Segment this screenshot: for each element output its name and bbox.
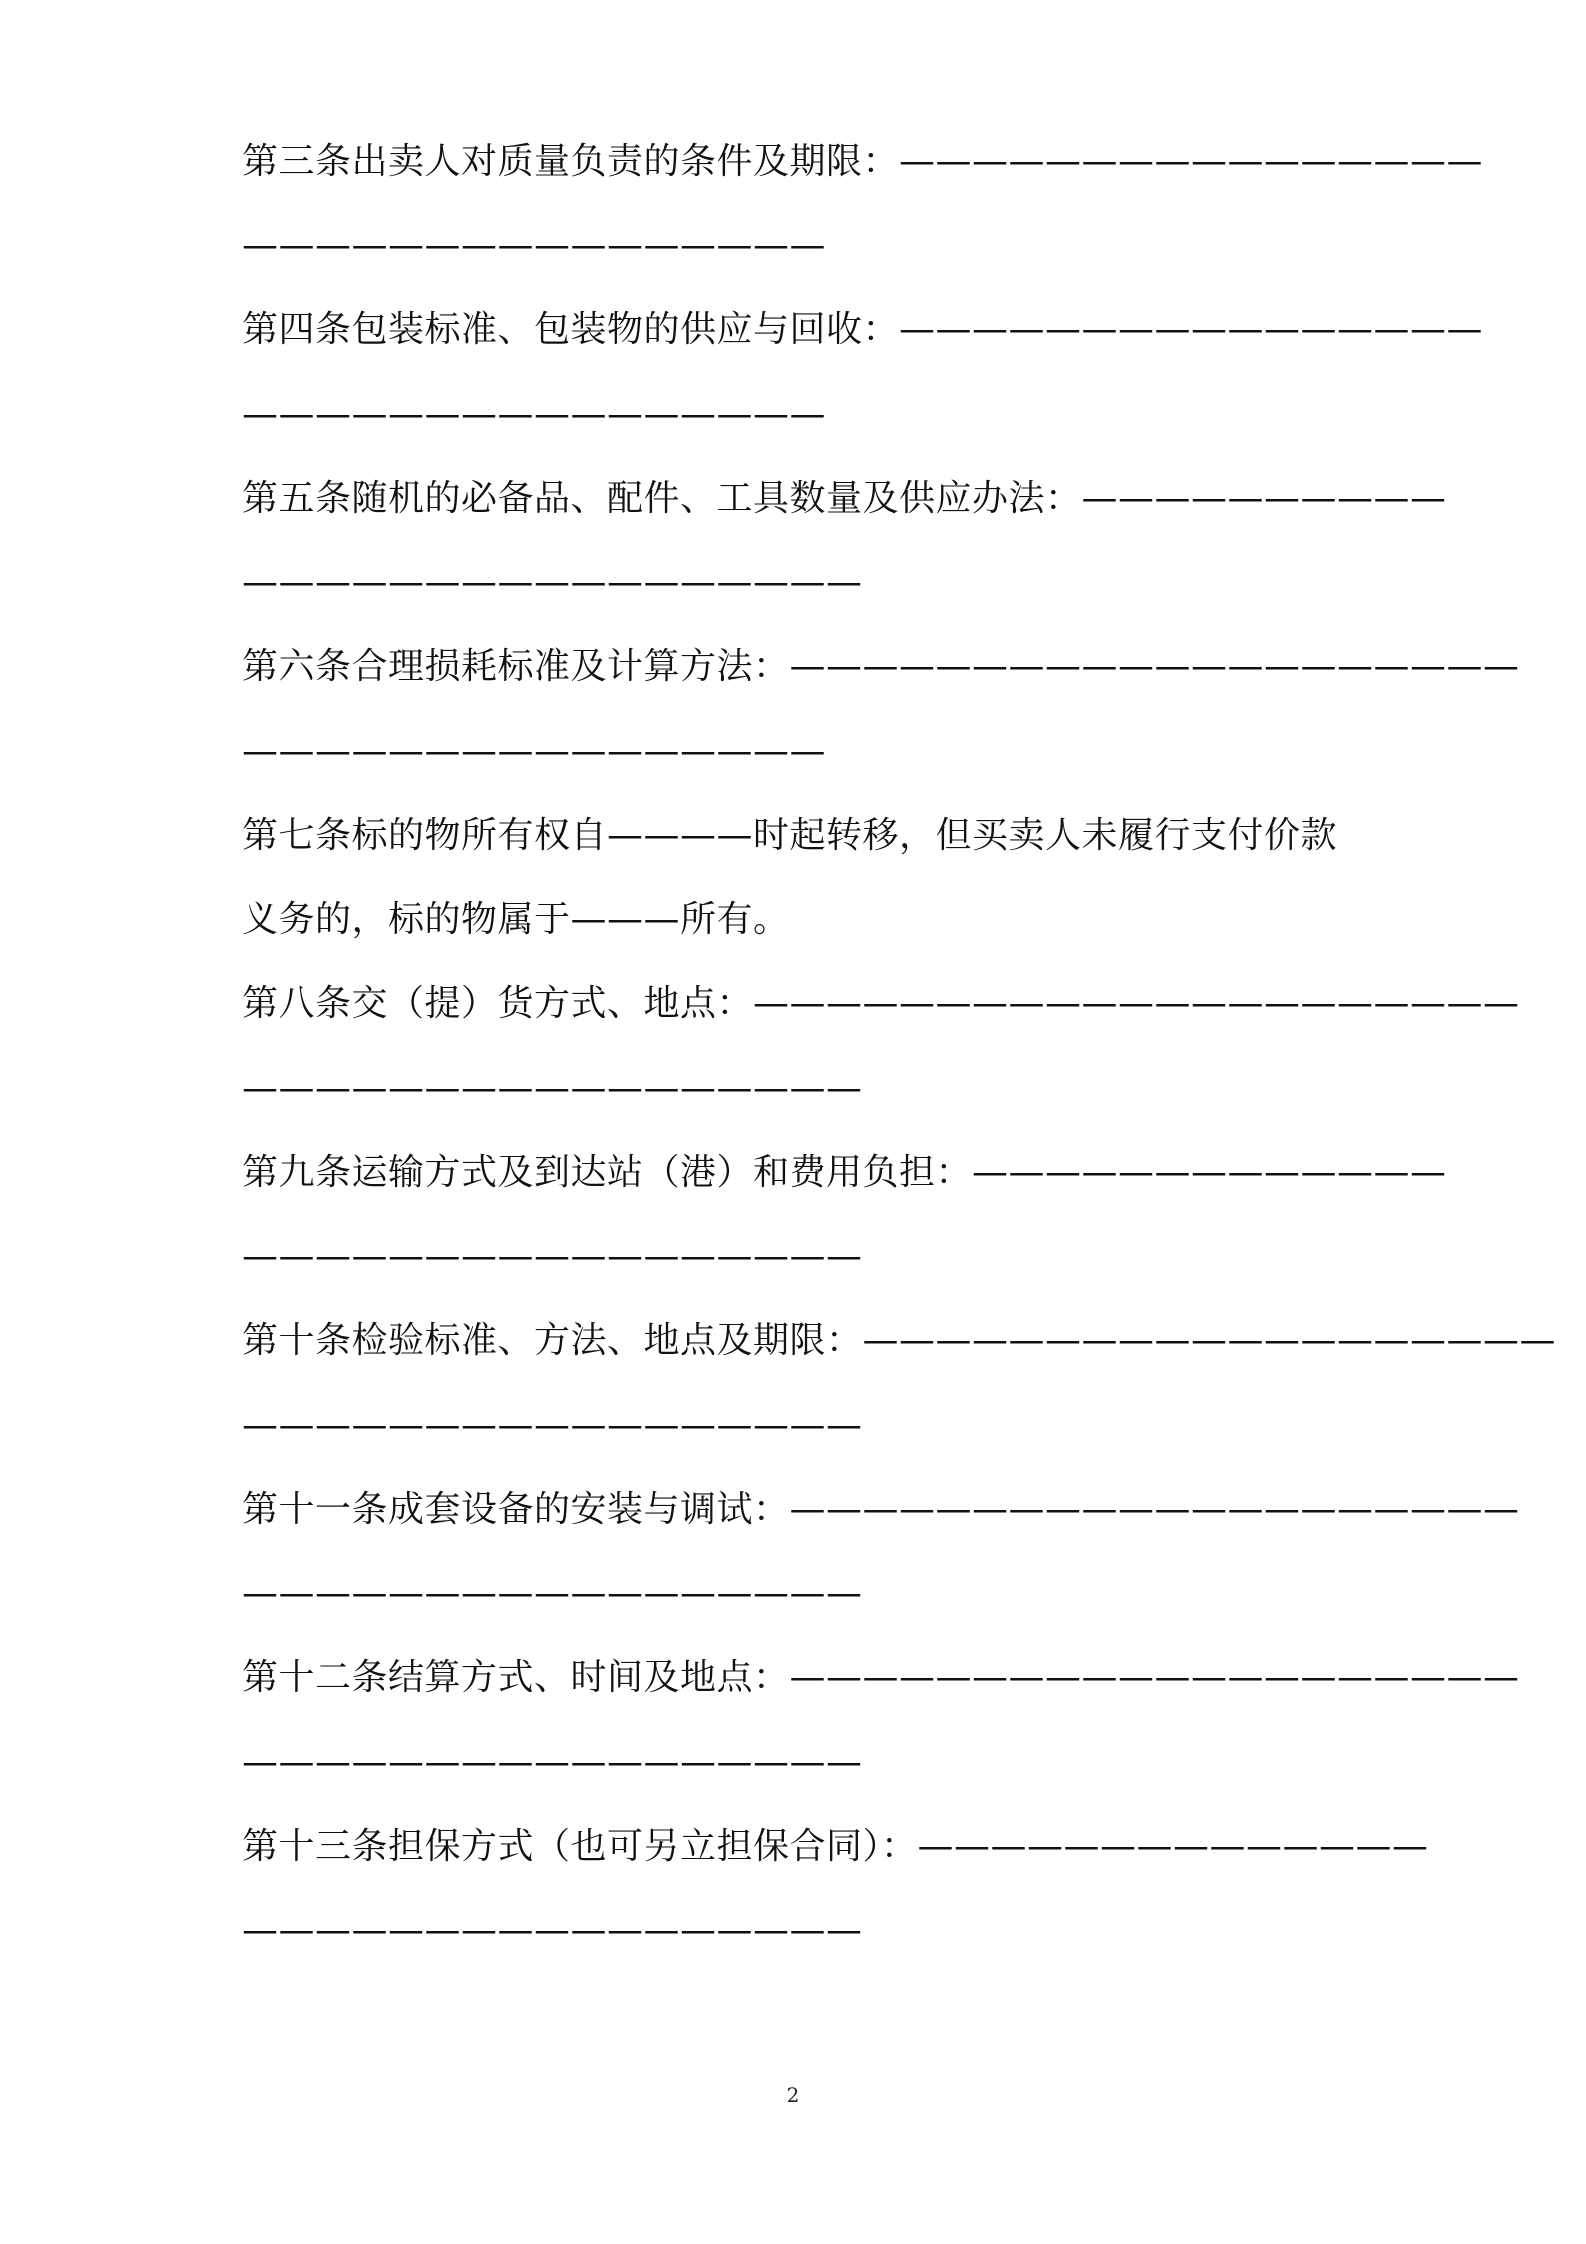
clause-4-line-2: ———————————————— (242, 394, 826, 435)
clause-6-line-2: ———————————————— (242, 731, 826, 772)
clause-9-line-1: 第九条运输方式及到达站（港）和费用负担：————————————— (242, 1152, 1447, 1193)
clause-7-line-2: 义务的，标的物属于———所有。 (242, 899, 790, 940)
clause-7-line-1: 第七条标的物所有权自————时起转移，但买卖人未履行支付价款 (242, 815, 1338, 856)
page-number: 2 (786, 2083, 800, 2107)
clause-13-line-2: ————————————————— (242, 1910, 863, 1951)
clause-3-line-1: 第三条出卖人对质量负责的条件及期限：———————————————— (242, 141, 1484, 182)
clause-11-line-1: 第十一条成套设备的安装与调试：———————————————————— (242, 1489, 1520, 1530)
clause-10-line-2: ————————————————— (242, 1405, 863, 1446)
clause-3-line-2: ———————————————— (242, 225, 826, 266)
clause-9-line-2: ————————————————— (242, 1236, 863, 1277)
clause-8-line-2: ————————————————— (242, 1068, 863, 1109)
clause-5-line-1: 第五条随机的必备品、配件、工具数量及供应办法：—————————— (242, 478, 1447, 519)
clause-4-line-1: 第四条包装标准、包装物的供应与回收：———————————————— (242, 309, 1484, 350)
clause-5-line-2: ————————————————— (242, 562, 863, 603)
clause-8-line-1: 第八条交（提）货方式、地点：————————————————————— (242, 983, 1520, 1024)
clause-12-line-2: ————————————————— (242, 1742, 863, 1783)
clause-12-line-1: 第十二条结算方式、时间及地点：———————————————————— (242, 1657, 1520, 1698)
clause-6-line-1: 第六条合理损耗标准及计算方法：———————————————————— (242, 646, 1520, 687)
clause-11-line-2: ————————————————— (242, 1573, 863, 1614)
clause-10-line-1: 第十条检验标准、方法、地点及期限：——————————————————— (242, 1320, 1557, 1361)
clause-13-line-1: 第十三条担保方式（也可另立担保合同）：—————————————— (242, 1826, 1429, 1867)
